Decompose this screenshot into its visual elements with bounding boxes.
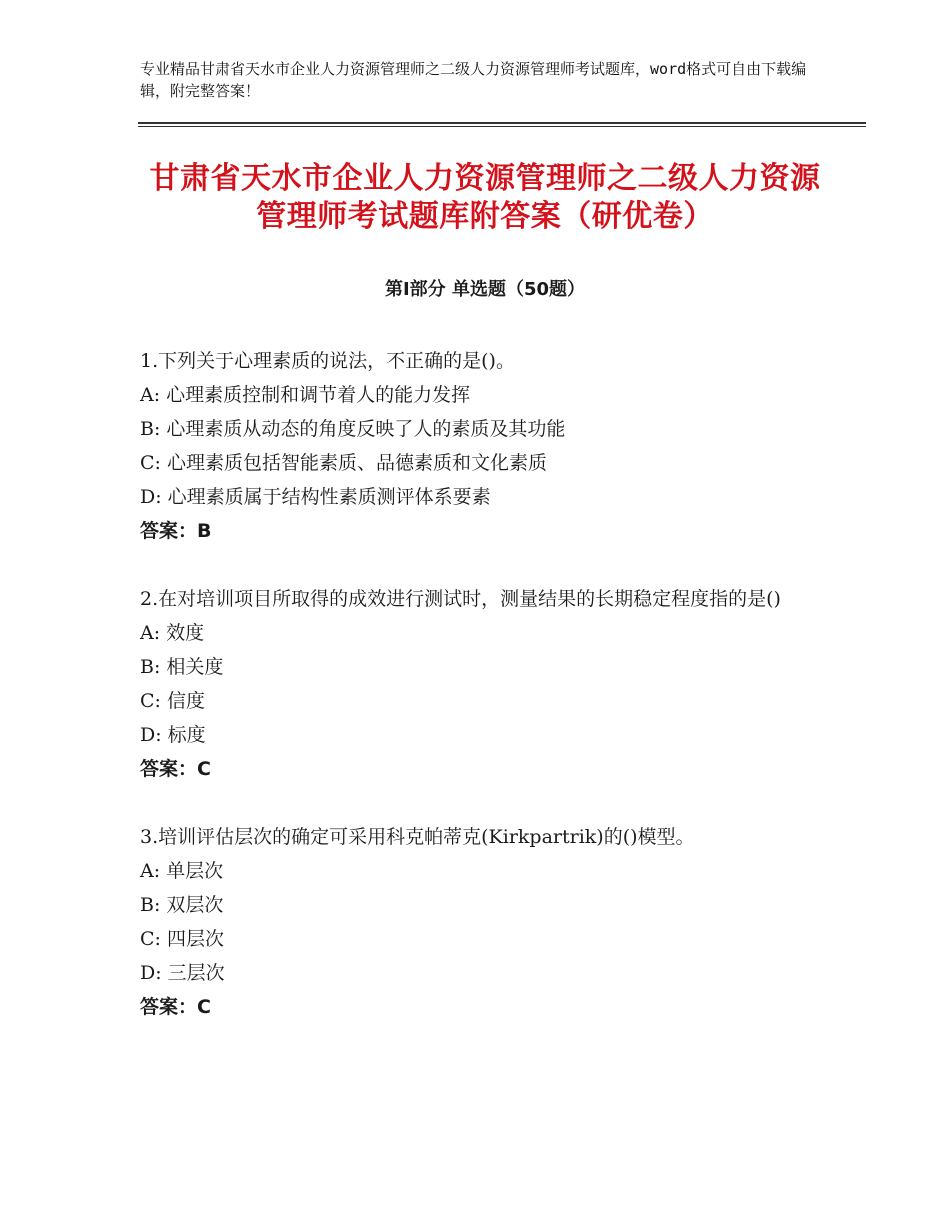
header-note: 专业精品甘肃省天水市企业人力资源管理师之二级人力资源管理师考试题库，word格式可自由下载编辑，附完整答案！ [140,60,807,100]
question-list [140,344,830,1058]
header-divider-thin [138,126,866,127]
option-a: A: 心理素质控制和调节着人的能力发挥 [140,384,471,406]
option-d: D: 标度 [140,724,206,746]
option-c: C: 心理素质包括智能素质、品德素质和文化素质 [140,452,547,474]
question-2 [140,582,830,786]
option-b: B: 心理素质从动态的角度反映了人的素质及其功能 [140,418,566,440]
question-stem: 2.在对培训项目所取得的成效进行测试时，测量结果的长期稳定程度指的是() [140,588,781,610]
option-b: B: 双层次 [140,894,224,916]
option-a: A: 效度 [140,622,205,644]
answer-label: 答案：B [140,520,212,542]
question-stem: 3.培训评估层次的确定可采用科克帕蒂克(Kirkpartrik)的()模型。 [140,826,695,848]
question-stem: 1.下列关于心理素质的说法，不正确的是()。 [140,350,515,372]
option-b: B: 相关度 [140,656,224,678]
option-d: D: 心理素质属于结构性素质测评体系要素 [140,486,491,508]
option-d: D: 三层次 [140,962,225,984]
header-divider-thick [138,122,866,124]
answer-label: 答案：C [140,996,211,1018]
section-title: 第Ⅰ部分 单选题（50题） [384,279,585,300]
question-3 [140,820,830,1024]
document-title: 甘肃省天水市企业人力资源管理师之二级人力资源管理师考试题库附答案（研优卷） [149,161,821,234]
answer-label: 答案：C [140,758,211,780]
option-c: C: 信度 [140,690,205,712]
question-1 [140,344,830,548]
option-c: C: 四层次 [140,928,224,950]
option-a: A: 单层次 [140,860,224,882]
